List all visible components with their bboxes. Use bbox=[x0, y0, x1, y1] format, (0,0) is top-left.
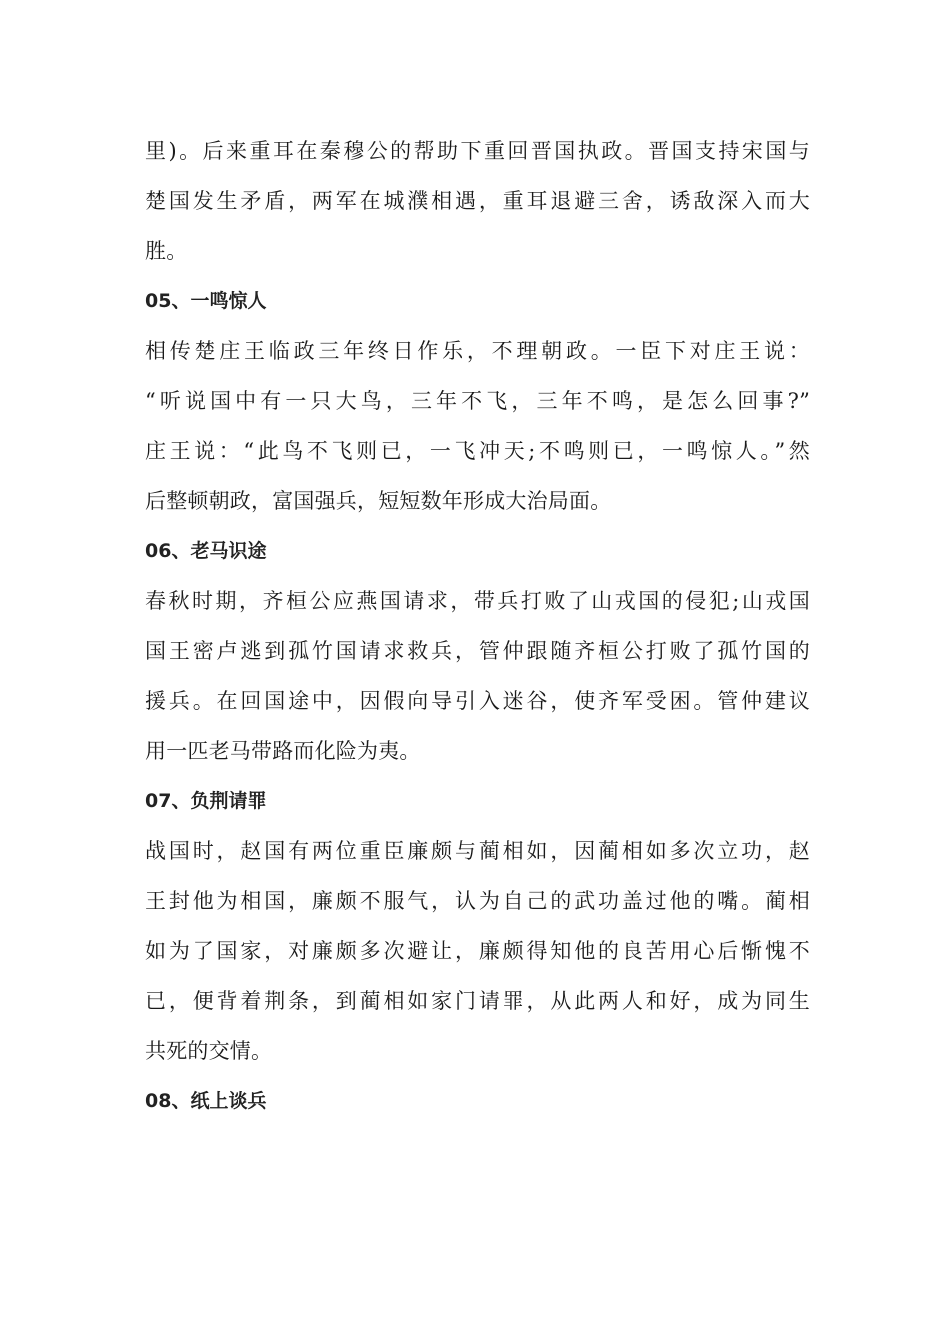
section-05 bbox=[145, 276, 810, 526]
text-line: 如为了国家，对廉颇多次避让，廉颇得知他的良苦用心后惭愧不 bbox=[145, 939, 810, 963]
text-line: 王封他为相国，廉颇不服气，认为自己的武功盖过他的嘴。蔺相 bbox=[145, 889, 810, 913]
document-page bbox=[145, 126, 810, 1126]
text-line: 援兵。在回国途中，因假向导引入迷谷，使齐军受困。管仲建议 bbox=[145, 689, 810, 713]
text-line: 相传楚庄王临政三年终日作乐，不理朝政。一臣下对庄王说： bbox=[145, 339, 810, 363]
text-line: 楚国发生矛盾，两军在城濮相遇，重耳退避三舍，诱敌深入而大 bbox=[145, 189, 810, 213]
text-line: 胜。 bbox=[145, 239, 188, 263]
text-line: 后整顿朝政，富国强兵，短短数年形成大治局面。 bbox=[145, 489, 612, 513]
section-heading: 05、一鸣惊人 bbox=[145, 290, 267, 312]
text-line: 已，便背着荆条，到蔺相如家门请罪，从此两人和好，成为同生 bbox=[145, 989, 810, 1013]
text-line: 庄王说：“此鸟不飞则已，一飞冲天;不鸣则已，一鸣惊人。”然 bbox=[145, 439, 810, 463]
text-line: 里)。后来重耳在秦穆公的帮助下重回晋国执政。晋国支持宋国与 bbox=[145, 139, 810, 163]
text-line: “听说国中有一只大鸟，三年不飞，三年不鸣，是怎么回事?” bbox=[145, 389, 810, 413]
paragraph-continuation bbox=[145, 126, 810, 276]
section-heading: 07、负荆请罪 bbox=[145, 790, 267, 812]
section-heading: 06、老马识途 bbox=[145, 540, 267, 562]
text-line: 春秋时期，齐桓公应燕国请求，带兵打败了山戎国的侵犯;山戎国 bbox=[145, 589, 810, 613]
section-06 bbox=[145, 526, 810, 776]
section-heading: 08、纸上谈兵 bbox=[145, 1090, 267, 1112]
section-07 bbox=[145, 776, 810, 1076]
text-line: 用一匹老马带路而化险为夷。 bbox=[145, 739, 421, 763]
text-line: 国王密卢逃到孤竹国请求救兵，管仲跟随齐桓公打败了孤竹国的 bbox=[145, 639, 810, 663]
text-line: 战国时，赵国有两位重臣廉颇与蔺相如，因蔺相如多次立功，赵 bbox=[145, 839, 810, 863]
section-08 bbox=[145, 1076, 810, 1126]
text-line: 共死的交情。 bbox=[145, 1039, 273, 1063]
